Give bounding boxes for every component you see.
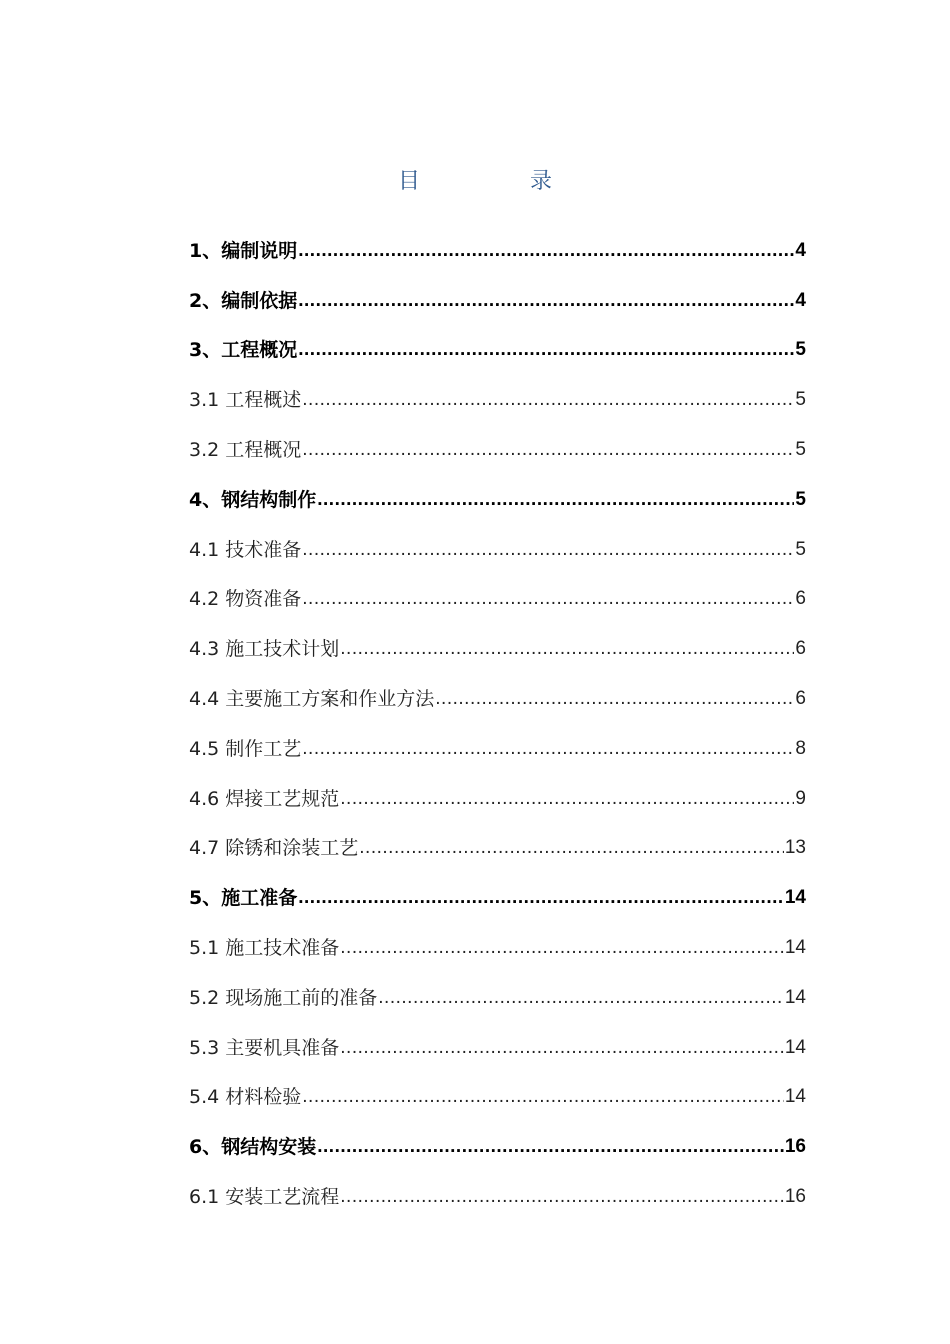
toc-entry-label: 1、编制说明 — [189, 239, 298, 262]
toc-page-number: 5 — [795, 339, 806, 361]
toc-dot-leader — [302, 389, 794, 411]
toc-dot-leader — [340, 937, 784, 959]
toc-dot-leader — [302, 1086, 784, 1108]
toc-dot-leader — [302, 738, 794, 760]
toc-entry-label: 6.1 安装工艺流程 — [189, 1185, 340, 1208]
toc-page-number: 6 — [795, 638, 806, 660]
toc-dot-leader — [435, 688, 794, 710]
toc-dot-leader — [302, 439, 794, 461]
toc-subentry[interactable] — [189, 571, 806, 621]
toc-page-number: 16 — [784, 1185, 806, 1207]
toc-subentry[interactable] — [189, 969, 806, 1019]
toc-entry-label: 3.1 工程概述 — [189, 389, 302, 412]
toc-page-number: 4 — [795, 239, 806, 261]
toc-dot-leader — [302, 539, 794, 561]
toc-page-number: 6 — [795, 588, 806, 610]
page-title: 目 录 — [397, 169, 596, 194]
toc-page-number: 14 — [784, 1086, 806, 1108]
toc-entry[interactable] — [189, 1118, 806, 1168]
toc-page-number: 5 — [795, 538, 806, 560]
toc-subentry[interactable] — [189, 670, 806, 720]
toc-entry[interactable] — [189, 272, 806, 322]
table-of-contents — [189, 222, 806, 1218]
toc-entry-label: 5.1 施工技术准备 — [189, 936, 340, 959]
toc-dot-leader — [317, 1136, 784, 1158]
toc-page-number: 5 — [795, 438, 806, 460]
toc-entry-label: 4、钢结构制作 — [189, 488, 317, 511]
toc-entry-label: 4.5 制作工艺 — [189, 737, 302, 760]
toc-subentry[interactable] — [189, 1168, 806, 1218]
toc-subentry[interactable] — [189, 919, 806, 969]
toc-entry-label: 5.3 主要机具准备 — [189, 1036, 340, 1059]
toc-entry-label: 5.4 材料检验 — [189, 1086, 302, 1109]
toc-entry-label: 4.4 主要施工方案和作业方法 — [189, 687, 435, 710]
toc-dot-leader — [298, 887, 784, 909]
toc-subentry[interactable] — [189, 770, 806, 820]
toc-entry[interactable] — [189, 471, 806, 521]
toc-subentry[interactable] — [189, 521, 806, 571]
toc-page-number: 14 — [784, 936, 806, 958]
toc-page-number: 16 — [784, 1136, 806, 1158]
toc-entry-label: 2、编制依据 — [189, 289, 298, 312]
toc-subentry[interactable] — [189, 371, 806, 421]
toc-subentry[interactable] — [189, 421, 806, 471]
toc-dot-leader — [302, 588, 794, 610]
toc-entry-label: 4.6 焊接工艺规范 — [189, 787, 340, 810]
toc-entry-label: 4.2 物资准备 — [189, 588, 302, 611]
toc-page-number: 6 — [795, 687, 806, 709]
toc-dot-leader — [298, 339, 794, 361]
toc-page-number: 8 — [795, 737, 806, 759]
toc-page-number: 14 — [784, 986, 806, 1008]
toc-entry-label: 3、工程概况 — [189, 339, 298, 362]
toc-page-number: 5 — [795, 488, 806, 510]
toc-dot-leader — [340, 638, 794, 660]
toc-dot-leader — [298, 240, 794, 262]
toc-entry[interactable] — [189, 222, 806, 272]
toc-entry-label: 6、钢结构安装 — [189, 1136, 317, 1159]
toc-page-number: 9 — [795, 787, 806, 809]
toc-entry[interactable] — [189, 322, 806, 372]
toc-entry[interactable] — [189, 869, 806, 919]
toc-dot-leader — [378, 987, 784, 1009]
toc-page-number: 14 — [784, 887, 806, 909]
toc-subentry[interactable] — [189, 1019, 806, 1069]
toc-subentry[interactable] — [189, 720, 806, 770]
toc-subentry[interactable] — [189, 1069, 806, 1119]
toc-entry-label: 4.3 施工技术计划 — [189, 638, 340, 661]
toc-entry-label: 5.2 现场施工前的准备 — [189, 986, 378, 1009]
toc-page-number: 4 — [795, 289, 806, 311]
toc-entry-label: 4.1 技术准备 — [189, 538, 302, 561]
toc-dot-leader — [340, 788, 794, 810]
toc-entry-label: 4.7 除锈和涂装工艺 — [189, 837, 359, 860]
toc-subentry[interactable] — [189, 820, 806, 870]
toc-dot-leader — [317, 489, 794, 511]
toc-dot-leader — [359, 837, 784, 859]
toc-entry-label: 5、施工准备 — [189, 887, 298, 910]
toc-page-number: 13 — [784, 837, 806, 859]
toc-dot-leader — [340, 1186, 784, 1208]
toc-page-number: 5 — [795, 389, 806, 411]
toc-entry-label: 3.2 工程概况 — [189, 438, 302, 461]
toc-subentry[interactable] — [189, 620, 806, 670]
toc-page-number: 14 — [784, 1036, 806, 1058]
toc-dot-leader — [298, 290, 794, 312]
toc-dot-leader — [340, 1037, 784, 1059]
